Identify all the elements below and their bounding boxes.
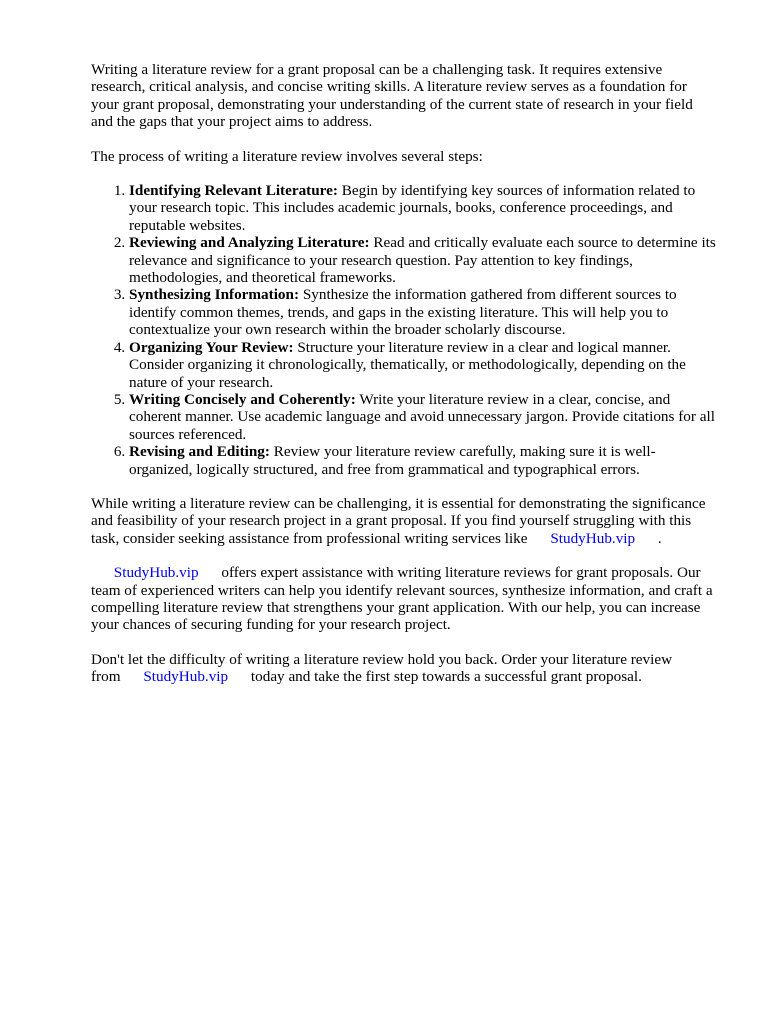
- steps-list: [91, 182, 718, 478]
- studyhub-link[interactable]: StudyHub.vip: [143, 668, 229, 686]
- step-title: Synthesizing Information:: [129, 286, 300, 304]
- step-title: Reviewing and Analyzing Literature:: [129, 234, 370, 252]
- studyhub-link[interactable]: StudyHub.vip: [550, 529, 636, 547]
- step-text: Write your literature review in a clear, concise, and coherent manner. Use academic language and avoid unnecessary jargon. Provide citations for all sources referenced.: [129, 390, 715, 443]
- step-title: Identifying Relevant Literature:: [129, 182, 338, 200]
- cta-text: Don't let the difficulty of writing a literature review hold you back. Order your literature review from: [91, 650, 673, 686]
- step-text: Read and critically evaluate each source to determine its relevance and significance to your research question. Pay attention to key findings, methodologies, and theoretical frameworks.: [129, 234, 716, 287]
- step-text: Synthesize the information gathered from different sources to identify common themes, trends, and gaps in the existing literature. This will help you to contextualize your own research within the broader scholarly discourse.: [129, 286, 677, 339]
- step-text: Review your literature review carefully, making sure it is well-organized, logically structured, and free from grammatical and typographical errors.: [129, 443, 656, 478]
- step-title: Revising and Editing:: [129, 443, 270, 461]
- steps-lead-paragraph: The process of writing a literature review involves several steps:: [91, 147, 483, 165]
- step-item: [129, 286, 718, 338]
- closing-paragraph: [91, 495, 718, 547]
- cta-text-end: today and take the first step towards a successful grant proposal.: [250, 668, 642, 686]
- step-item: [129, 391, 718, 443]
- intro-paragraph: Writing a literature review for a grant proposal can be a challenging task. It requires extensive research, critical analysis, and concise writing skills. A literature review serves as a foundation for your grant proposal, demonstrating your understanding of the current state of research in your field and the gaps that your project aims to address.: [91, 61, 693, 131]
- studyhub-link[interactable]: StudyHub.vip: [113, 564, 199, 582]
- step-item: [129, 339, 718, 391]
- services-text: offers expert assistance with writing literature reviews for grant proposals. Our team of experienced writers can help you identify relevant sources, synthesize information, and craft a compelling literature review that strengthens your grant application. With our help, you can increase your chances of securing funding for your research project.: [91, 564, 713, 634]
- services-paragraph: [91, 564, 718, 634]
- step-title: Writing Concisely and Coherently:: [129, 390, 356, 408]
- step-title: Organizing Your Review:: [129, 338, 294, 356]
- step-text: Begin by identifying key sources of information related to your research topic. This includes academic journals, books, conference proceedings, and reputable websites.: [129, 182, 696, 234]
- step-item: [129, 182, 718, 234]
- step-item: [129, 234, 718, 286]
- step-text: Structure your literature review in a clear and logical manner. Consider organizing it chronologically, thematically, or methodologically, depending on the nature of your research.: [129, 338, 686, 391]
- closing-period: .: [657, 529, 662, 547]
- step-item: [129, 443, 718, 478]
- closing-text: While writing a literature review can be challenging, it is essential for demonstrating the significance and feasibility of your research project in a grant proposal. If you find yourself struggling with this task, consider seeking assistance from professional writing services like: [91, 494, 706, 547]
- cta-paragraph: [91, 651, 718, 686]
